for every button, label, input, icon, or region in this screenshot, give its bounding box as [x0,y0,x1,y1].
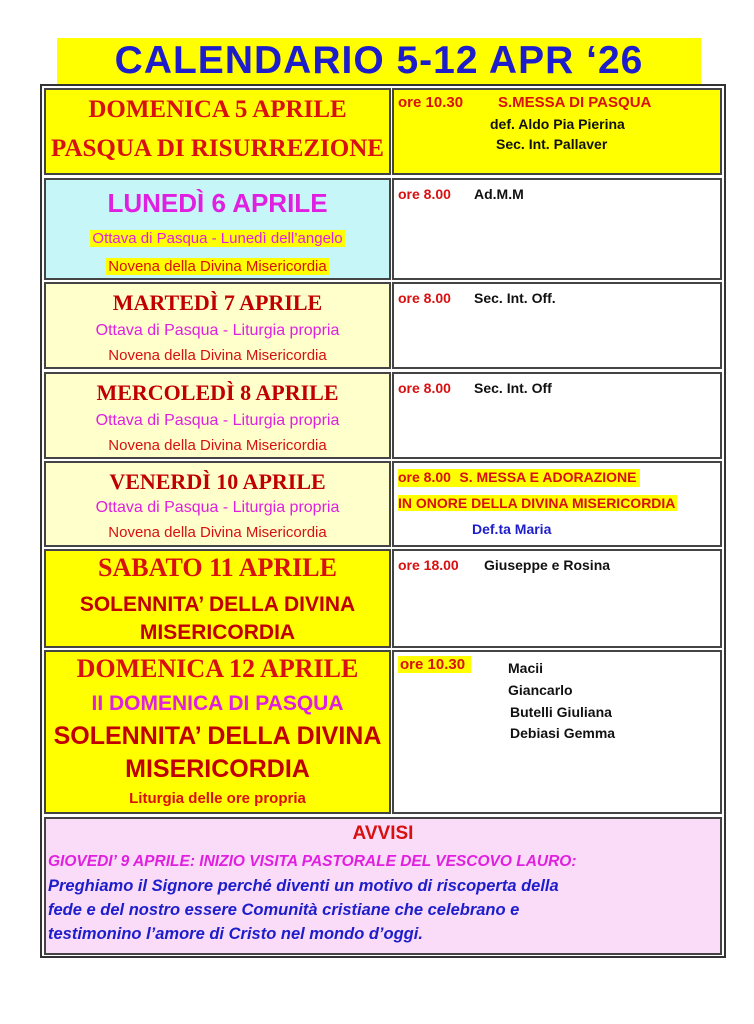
mass-line-2: IN ONORE DELLA DIVINA MISERICORDIA [398,495,676,511]
notices-headline: GIOVEDI’ 9 APRILE: INIZIO VISITA PASTORALE DEL VESCOVO LAURO: [48,853,577,870]
day-line-1: Ottava di Pasqua - Liturgia propria [95,412,340,429]
intention-name: Debiasi Gemma [510,725,616,741]
intention-line: def. Aldo Pia Pierina [490,116,625,132]
day-title: DOMENICA 12 APRILE [76,654,359,683]
intention: Giuseppe e Rosina [484,557,611,573]
day-cell-friday-10 [44,461,391,547]
calendar-title: CALENDARIO 5-12 APR ‘26 [57,38,701,84]
schedule-cell-wednesday-8 [392,372,722,459]
mass-time: ore 8.00 [398,469,451,485]
schedule-cell-tuesday-7 [392,282,722,369]
day-title: DOMENICA 5 APRILE [88,96,347,123]
day-line-2: SOLENNITA’ DELLA DIVINA [53,722,382,750]
day-title: MARTEDÌ 7 APRILE [112,290,323,315]
mass-time: ore 18.00 [398,557,459,573]
mass-time: ore 8.00 [398,380,451,396]
day-cell-monday-6 [44,178,391,280]
schedule-cell-friday-10 [392,461,722,547]
schedule-cell-sunday-5 [392,88,722,175]
notices-body-line: Preghiamo il Signore perché diventi un motivo di riscoperta della [48,877,559,895]
schedule-cell-saturday-11 [392,549,722,648]
day-line-2: MISERICORDIA [139,621,296,644]
day-subtitle: PASQUA DI RISURREZIONE [51,135,384,162]
day-line-2: Novena della Divina Misericordia [108,437,327,454]
intention-name: Macii [508,660,544,676]
mass-label: S.MESSA DI PASQUA [498,94,652,111]
intention-name: Giancarlo [508,682,573,698]
schedule-cell-sunday-12 [392,650,722,814]
mass-time: ore 8.00 [398,186,451,202]
day-line-1: SOLENNITA’ DELLA DIVINA [79,593,356,616]
schedule-cell-monday-6 [392,178,722,280]
day-cell-sunday-12 [44,650,391,814]
day-line-1: Ottava di Pasqua - Liturgia propria [95,499,340,516]
notices-body-line: testimonino l’amore di Cristo nel mondo d’oggi. [48,925,423,943]
day-line-3: MISERICORDIA [125,755,310,783]
day-line-2: Novena della Divina Misericordia [108,347,327,364]
day-cell-saturday-11 [44,549,391,648]
notices-heading: AVVISI [352,823,414,844]
intention: Sec. Int. Off [474,380,552,396]
day-line-4: Liturgia delle ore propria [129,790,306,807]
notices-body-line: fede e del nostro essere Comunità cristiane che celebrano e [48,901,520,919]
day-cell-wednesday-8 [44,372,391,459]
mass-time: ore 10.30 [398,656,471,673]
intention: Ad.M.M [474,186,524,202]
day-line-2: Novena della Divina Misericordia [108,524,327,541]
notices-box [44,817,722,955]
day-line-1: II DOMENICA DI PASQUA [91,692,344,715]
day-line-2: Novena della Divina Misericordia [108,258,327,275]
intention-name: Def.ta Maria [472,521,552,537]
mass-time: ore 10.30 [398,94,464,111]
mass-line-1 [398,469,640,487]
day-cell-tuesday-7 [44,282,391,369]
intention: Sec. Int. Off. [474,290,556,306]
day-line-1: Ottava di Pasqua - Liturgia propria [95,322,340,339]
day-cell-sunday-5 [44,88,391,175]
day-title: MERCOLEDÌ 8 APRILE [96,380,339,405]
day-line-1: Ottava di Pasqua - Lunedì dell’angelo [92,230,343,247]
mass-label: S. MESSA E ADORAZIONE [459,469,637,485]
intention-line: Sec. Int. Pallaver [496,136,608,152]
day-title: SABATO 11 APRILE [98,553,337,582]
mass-time: ore 8.00 [398,290,451,306]
day-title: LUNEDÌ 6 APRILE [107,188,328,218]
day-title: VENERDÌ 10 APRILE [109,469,326,494]
intention-name: Butelli Giuliana [510,704,612,720]
